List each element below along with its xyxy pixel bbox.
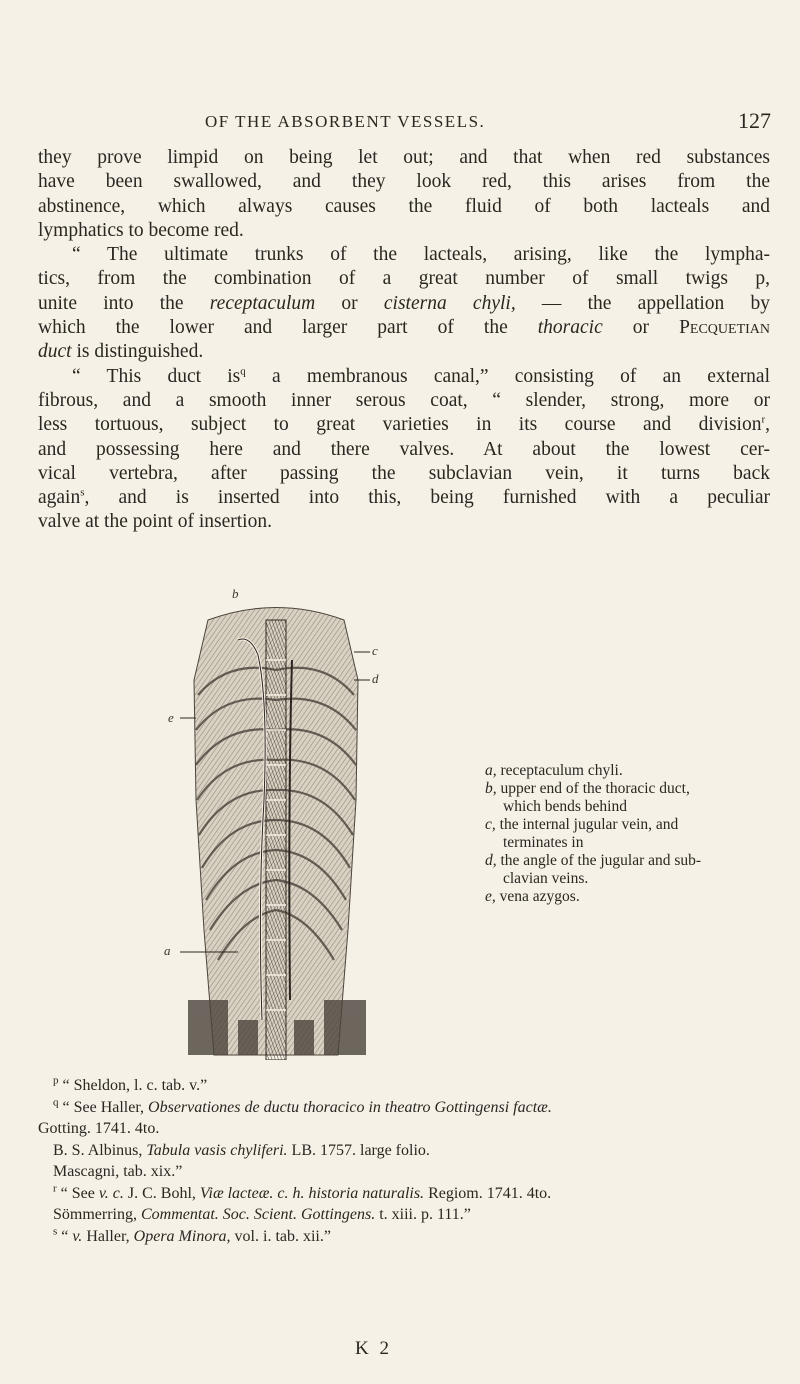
thorax-illustration xyxy=(178,600,374,1060)
signature-mark: K 2 xyxy=(355,1338,392,1359)
text-line: have been swallowed, and they look red, this arises from the xyxy=(38,171,770,193)
text-line: unite into the receptaculum or cisterna chyli, — the appellation by xyxy=(38,292,771,314)
text-line: abstinence, which always causes the fluid of both lacteals and xyxy=(38,195,770,217)
text-line: duct is distinguished. xyxy=(38,341,204,363)
legend-item-d: d, the angle of the jugular and sub- xyxy=(485,852,702,869)
text-line: again$^s$, and is inserted into this, being furnished with a peculiar xyxy=(38,486,770,509)
text-line: “ The ultimate trunks of the lacteals, arising, like the lympha- xyxy=(72,244,770,266)
figure-label-b: b xyxy=(232,586,239,601)
figure-label-c: c xyxy=(372,643,378,658)
figure-legend xyxy=(485,762,755,906)
body-text xyxy=(38,146,770,535)
legend-item-b: b, upper end of the thoracic duct, xyxy=(485,780,690,797)
footnote-r-line2: Sömmerring, Commentat. Soc. Scient. Gottingens. t. xiii. p. 111.” xyxy=(53,1206,471,1223)
footnote-s: $^s$ “ v. Haller, Opera Minora, vol. i. tab. xii.” xyxy=(53,1225,331,1245)
running-header xyxy=(0,108,800,142)
text-line: “ This duct $is^q$ a membranous canal,” consisting of an external xyxy=(72,365,771,387)
legend-item-a: a, receptaculum chyli. xyxy=(485,762,623,779)
text-line: fibrous, and a smooth inner serous coat, “ slender, strong, more or xyxy=(38,389,770,411)
legend-item-c: c, the internal jugular vein, and xyxy=(485,816,679,833)
page-number: 127 xyxy=(738,108,771,133)
legend-item-e: e, vena azygos. xyxy=(485,888,580,905)
footnote-q-line2: Gotting. 1741. 4to. xyxy=(38,1120,160,1137)
text-line: which the lower and larger part of the thoracic or Pecquetian xyxy=(38,317,771,339)
footnote-r: $^r$ “ See v. c. J. C. Bohl, Viæ lacteæ. c. h. historia naturalis. Regiom. 1741. 4to. xyxy=(53,1182,552,1202)
legend-item-b-cont: which bends behind xyxy=(503,798,627,815)
text-line: less tortuous, subject to great varieties in its course and division$^r$, xyxy=(38,413,770,436)
footnote-p: $^p$ “ Sheldon, l. c. tab. v.” xyxy=(53,1074,208,1094)
ref-mark-r: r xyxy=(761,413,766,426)
footnote-q: $^q$ “ See Haller, Observationes de ductu thoracico in theatro Gottingensi factæ. xyxy=(53,1096,552,1116)
text-line: tics, from the combination of a great number of small twigs p, xyxy=(38,268,770,290)
figure-label-e: e xyxy=(168,710,174,725)
anatomical-engraving xyxy=(164,586,379,1060)
ref-mark-s: s xyxy=(80,486,85,499)
footnotes xyxy=(38,1075,768,1247)
footnote-q-line4: Mascagni, tab. xix.” xyxy=(53,1163,183,1180)
text-line: vical vertebra, after passing the subclavian vein, it turns back xyxy=(38,462,770,484)
figure-label-a: a xyxy=(164,943,171,958)
footnote-q-line3: B. S. Albinus, Tabula vasis chyliferi. LB. 1757. large folio. xyxy=(53,1141,430,1159)
running-title: OF THE ABSORBENT VESSELS. xyxy=(205,112,486,131)
legend-item-c-cont: terminates in xyxy=(503,834,584,851)
figure-label-d: d xyxy=(372,671,379,686)
text-line: and possessing here and there valves. At about the lowest cer- xyxy=(38,438,770,460)
ref-mark-p: p xyxy=(755,268,766,290)
text-line: valve at the point of insertion. xyxy=(38,511,272,533)
text-line: they prove limpid on being let out; and that when red substances xyxy=(38,147,770,168)
text-line: lymphatics to become red. xyxy=(38,219,244,241)
ref-mark-q: q xyxy=(240,365,246,378)
legend-item-d-cont: clavian veins. xyxy=(503,870,589,887)
